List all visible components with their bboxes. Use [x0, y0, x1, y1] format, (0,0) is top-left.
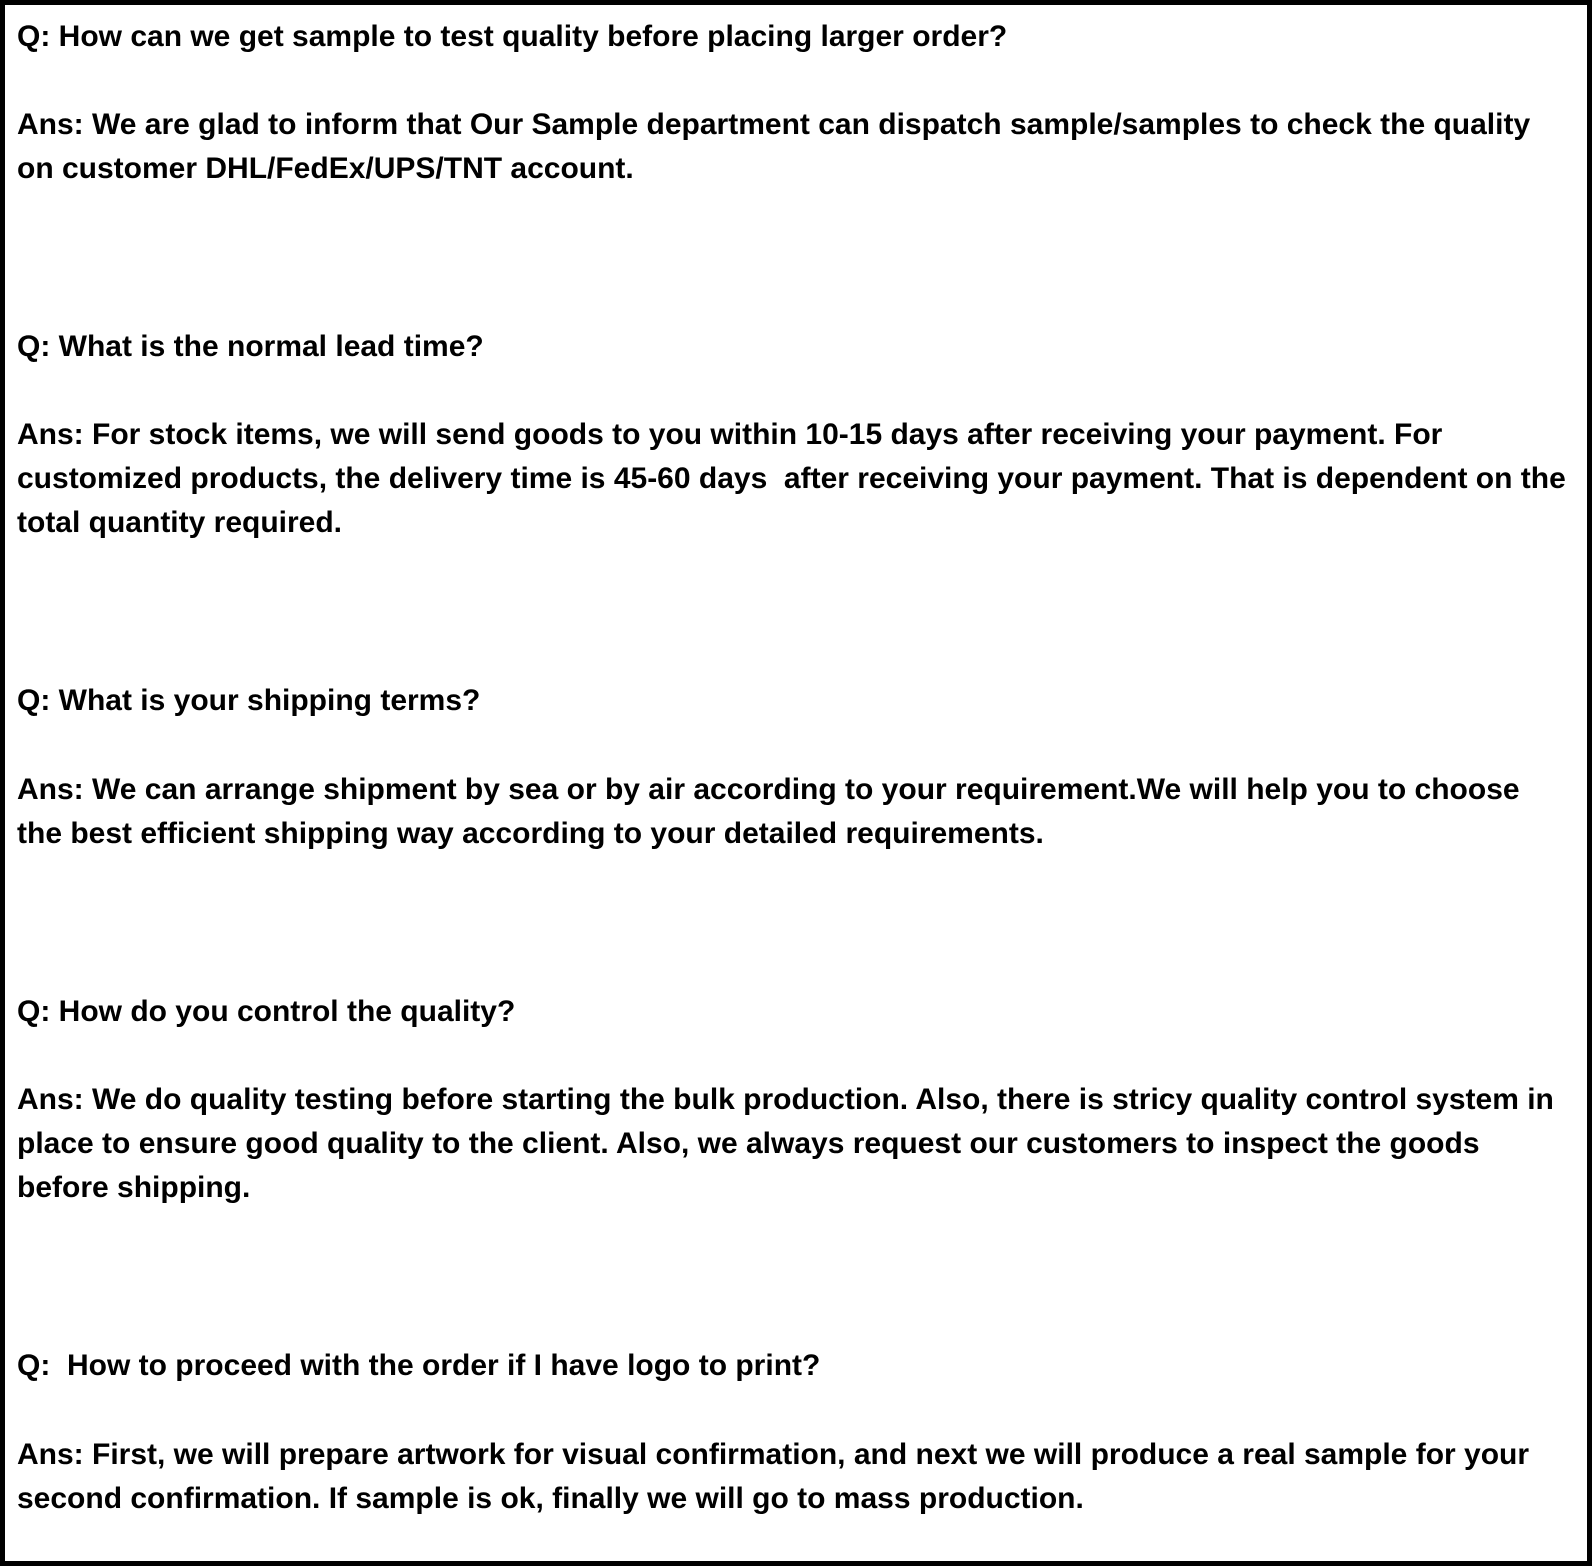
- faq-question-2: Q: What is the normal lead time?: [17, 330, 484, 363]
- faq-question-4: Q: How do you control the quality?: [17, 995, 516, 1028]
- faq-answer-2: Ans: For stock items, we will send goods to you within 10-15 days after receiving your payment. For customized products, the delivery time is 45-60 days after receiving your payment. That is dependent on the total quantity required.: [17, 418, 1575, 539]
- faq-answer-4: Ans: We do quality testing before starting the bulk production. Also, there is stricy quality control system in place to ensure good quality to the client. Also, we always request our customers to inspect the goods before shipping.: [17, 1083, 1563, 1204]
- faq-question-3: Q: What is your shipping terms?: [17, 684, 481, 717]
- faq-question-5: Q: How to proceed with the order if I have logo to print?: [17, 1349, 821, 1382]
- faq-question-1: Q: How can we get sample to test quality before placing larger order?: [17, 20, 1008, 53]
- faq-answer-5: Ans: First, we will prepare artwork for visual confirmation, and next we will produce a real sample for your second confirmation. If sample is ok, finally we will go to mass production.: [17, 1438, 1538, 1515]
- faq-answer-3: Ans: We can arrange shipment by sea or by air according to your requirement.We will help you to choose the best efficient shipping way according to your detailed requirements.: [17, 773, 1528, 850]
- faq-answer-1: Ans: We are glad to inform that Our Sample department can dispatch sample/samples to check the quality on customer DHL/FedEx/UPS/TNT account.: [17, 108, 1539, 185]
